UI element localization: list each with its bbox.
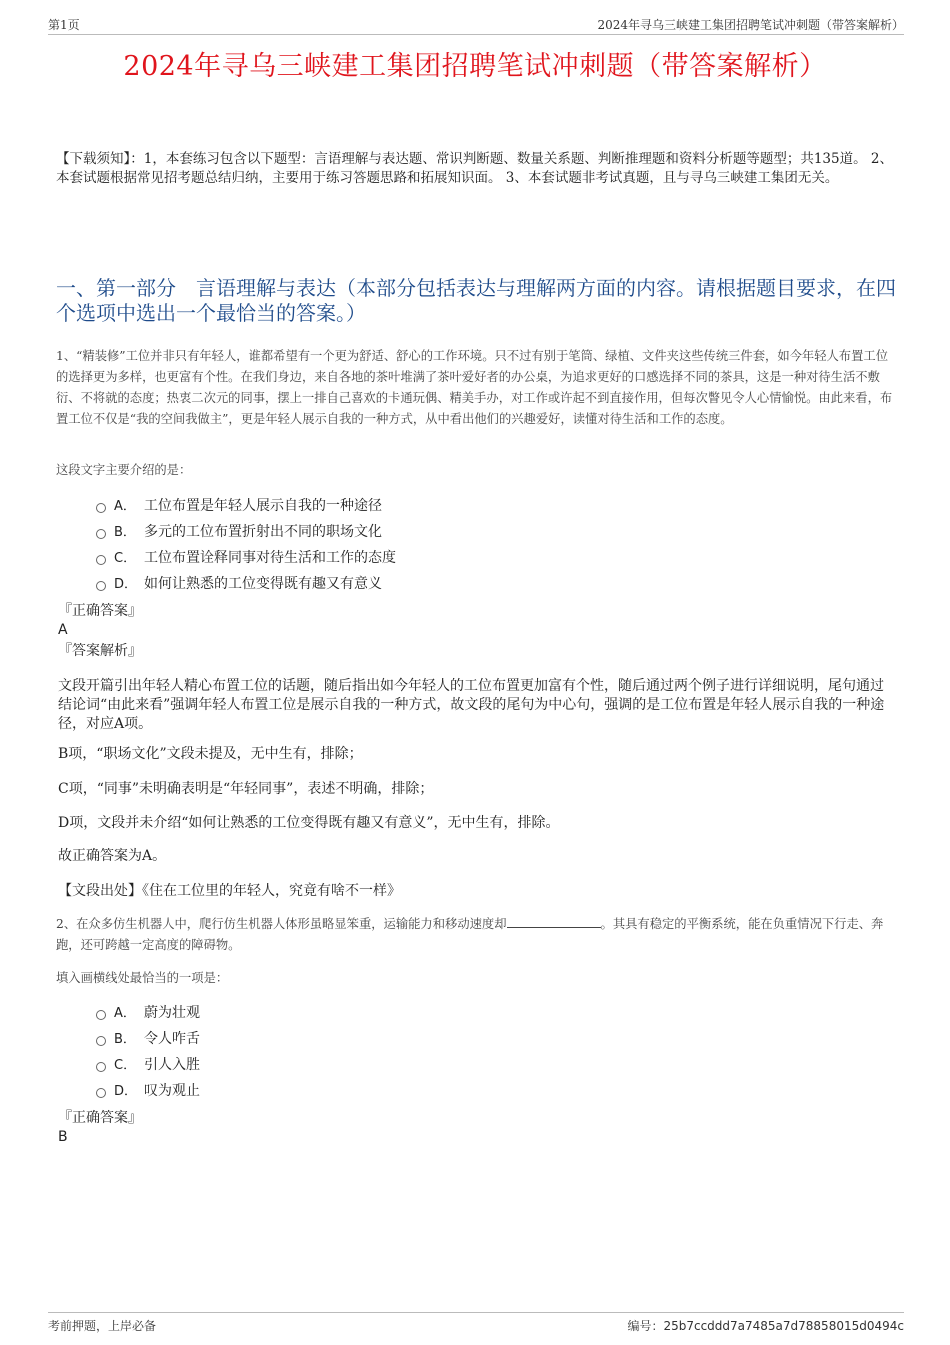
analysis-text: 文段开篇引出年轻人精心布置工位的话题，随后指出如今年轻人的工位布置更加富有个性，随后通过两个例子进行详细说明，尾句通过结论词“由此来看”强调年轻人布置工位是展示自我的一种方式，故文段的尾句为中心句，强调的是工位布置是年轻人展示自我的一种途径，对应A项。 [58,678,885,732]
option-b[interactable]: B． 多元的工位布置折射出不同的职场文化 [96,519,696,545]
question-2-stem: 2、在众多仿生机器人中，爬行仿生机器人体形虽略显笨重，运输能力和移动速度却 。其具有稳定的平衡系统，能在负重情况下行走、奔跑，还可跨越一定高度的障碍物。 [56,917,884,952]
radio-icon[interactable] [96,581,106,591]
analysis-conclusion: 故正确答案为A。 [58,848,167,864]
page-number: 第1页 [48,18,80,32]
question-2-options [96,1000,696,1104]
option-c[interactable]: C． 工位布置诠释同事对待生活和工作的态度 [96,545,696,571]
page-footer [48,1312,904,1337]
download-notice: 【下载须知】：1，本套练习包含以下题型：言语理解与表达题、常识判断题、数量关系题、判断推理题和资料分析题等题型；共135道。 2、本套试题根据常见招考题总结归纳，主要用于练习答题思路和拓展知识面。 3、本套试题非考试真题，且与寻乌三峡建工集团无关。 [56,151,893,186]
analysis-note-d: D项，文段并未介绍“如何让熟悉的工位变得既有趣又有意义”，无中生有，排除。 [58,815,560,831]
radio-icon[interactable] [96,529,106,539]
option-a[interactable]: A． 蔚为壮观 [96,1000,696,1026]
answer-label: 『正确答案』 [58,1110,142,1126]
radio-icon[interactable] [96,555,106,565]
answer-label: 『正确答案』 [58,603,142,619]
analysis-label: 『答案解析』 [58,643,142,659]
page-title: 2024年寻乌三峡建工集团招聘笔试冲刺题（带答案解析） [123,51,827,82]
analysis-note-b: B项，“职场文化”文段未提及，无中生有，排除； [58,746,363,762]
option-a[interactable]: A． 工位布置是年轻人展示自我的一种途径 [96,493,696,519]
footer-slogan: 考前押题，上岸必备 [48,1319,157,1333]
question-2-prompt: 填入画横线处最恰当的一项是： [56,971,229,985]
document-code: 编号：25b7ccddd7a7485a7d78858015d0494c [627,1319,904,1333]
radio-icon[interactable] [96,1088,106,1098]
answer-value: A [58,622,68,638]
option-c[interactable]: C． 引人入胜 [96,1052,696,1078]
page-header [48,16,904,35]
option-d[interactable]: D． 如何让熟悉的工位变得既有趣又有意义 [96,571,696,597]
header-doc-title: 2024年寻乌三峡建工集团招聘笔试冲刺题（带答案解析） [597,18,904,32]
option-b[interactable]: B． 令人咋舌 [96,1026,696,1052]
radio-icon[interactable] [96,1062,106,1072]
radio-icon[interactable] [96,503,106,513]
analysis-note-c: C项，“同事”未明确表明是“年轻同事”，表述不明确，排除； [58,781,434,797]
answer-value: B [58,1129,68,1145]
radio-icon[interactable] [96,1036,106,1046]
question-1-options [96,493,696,597]
section-title: 一、第一部分 言语理解与表达（本部分包括表达与理解两方面的内容。请根据题目要求，在四个选项中选出一个最恰当的答案。） [56,276,896,325]
radio-icon[interactable] [96,1010,106,1020]
question-1-stem: 1、“精装修”工位并非只有年轻人，谁都希望有一个更为舒适、舒心的工作环境。只不过有别于笔筒、绿植、文件夹这些传统三件套，如今年轻人布置工位的选择更为多样，也更富有个性。在我们身边，来自各地的茶叶堆满了茶叶爱好者的办公桌，为追求更好的口感选择不同的茶具，这是一种对待生活不敷衍、不将就的态度；热衷二次元的同事，摆上一排自己喜欢的卡通玩偶、精美手办，对工作或许起不到直接作用，但每次瞥见令人心情愉悦。由此来看，布置工位不仅是“我的空间我做主”，更是年轻人展示自我的一种方式，从中看出他们的兴趣爱好，读懂对待生活和工作的态度。 [56,349,893,426]
option-d[interactable]: D． 叹为观止 [96,1078,696,1104]
fill-blank [507,915,601,928]
source-citation: 【文段出处】《住在工位里的年轻人，究竟有啥不一样》 [58,883,401,899]
question-1-prompt: 这段文字主要介绍的是： [56,463,192,477]
